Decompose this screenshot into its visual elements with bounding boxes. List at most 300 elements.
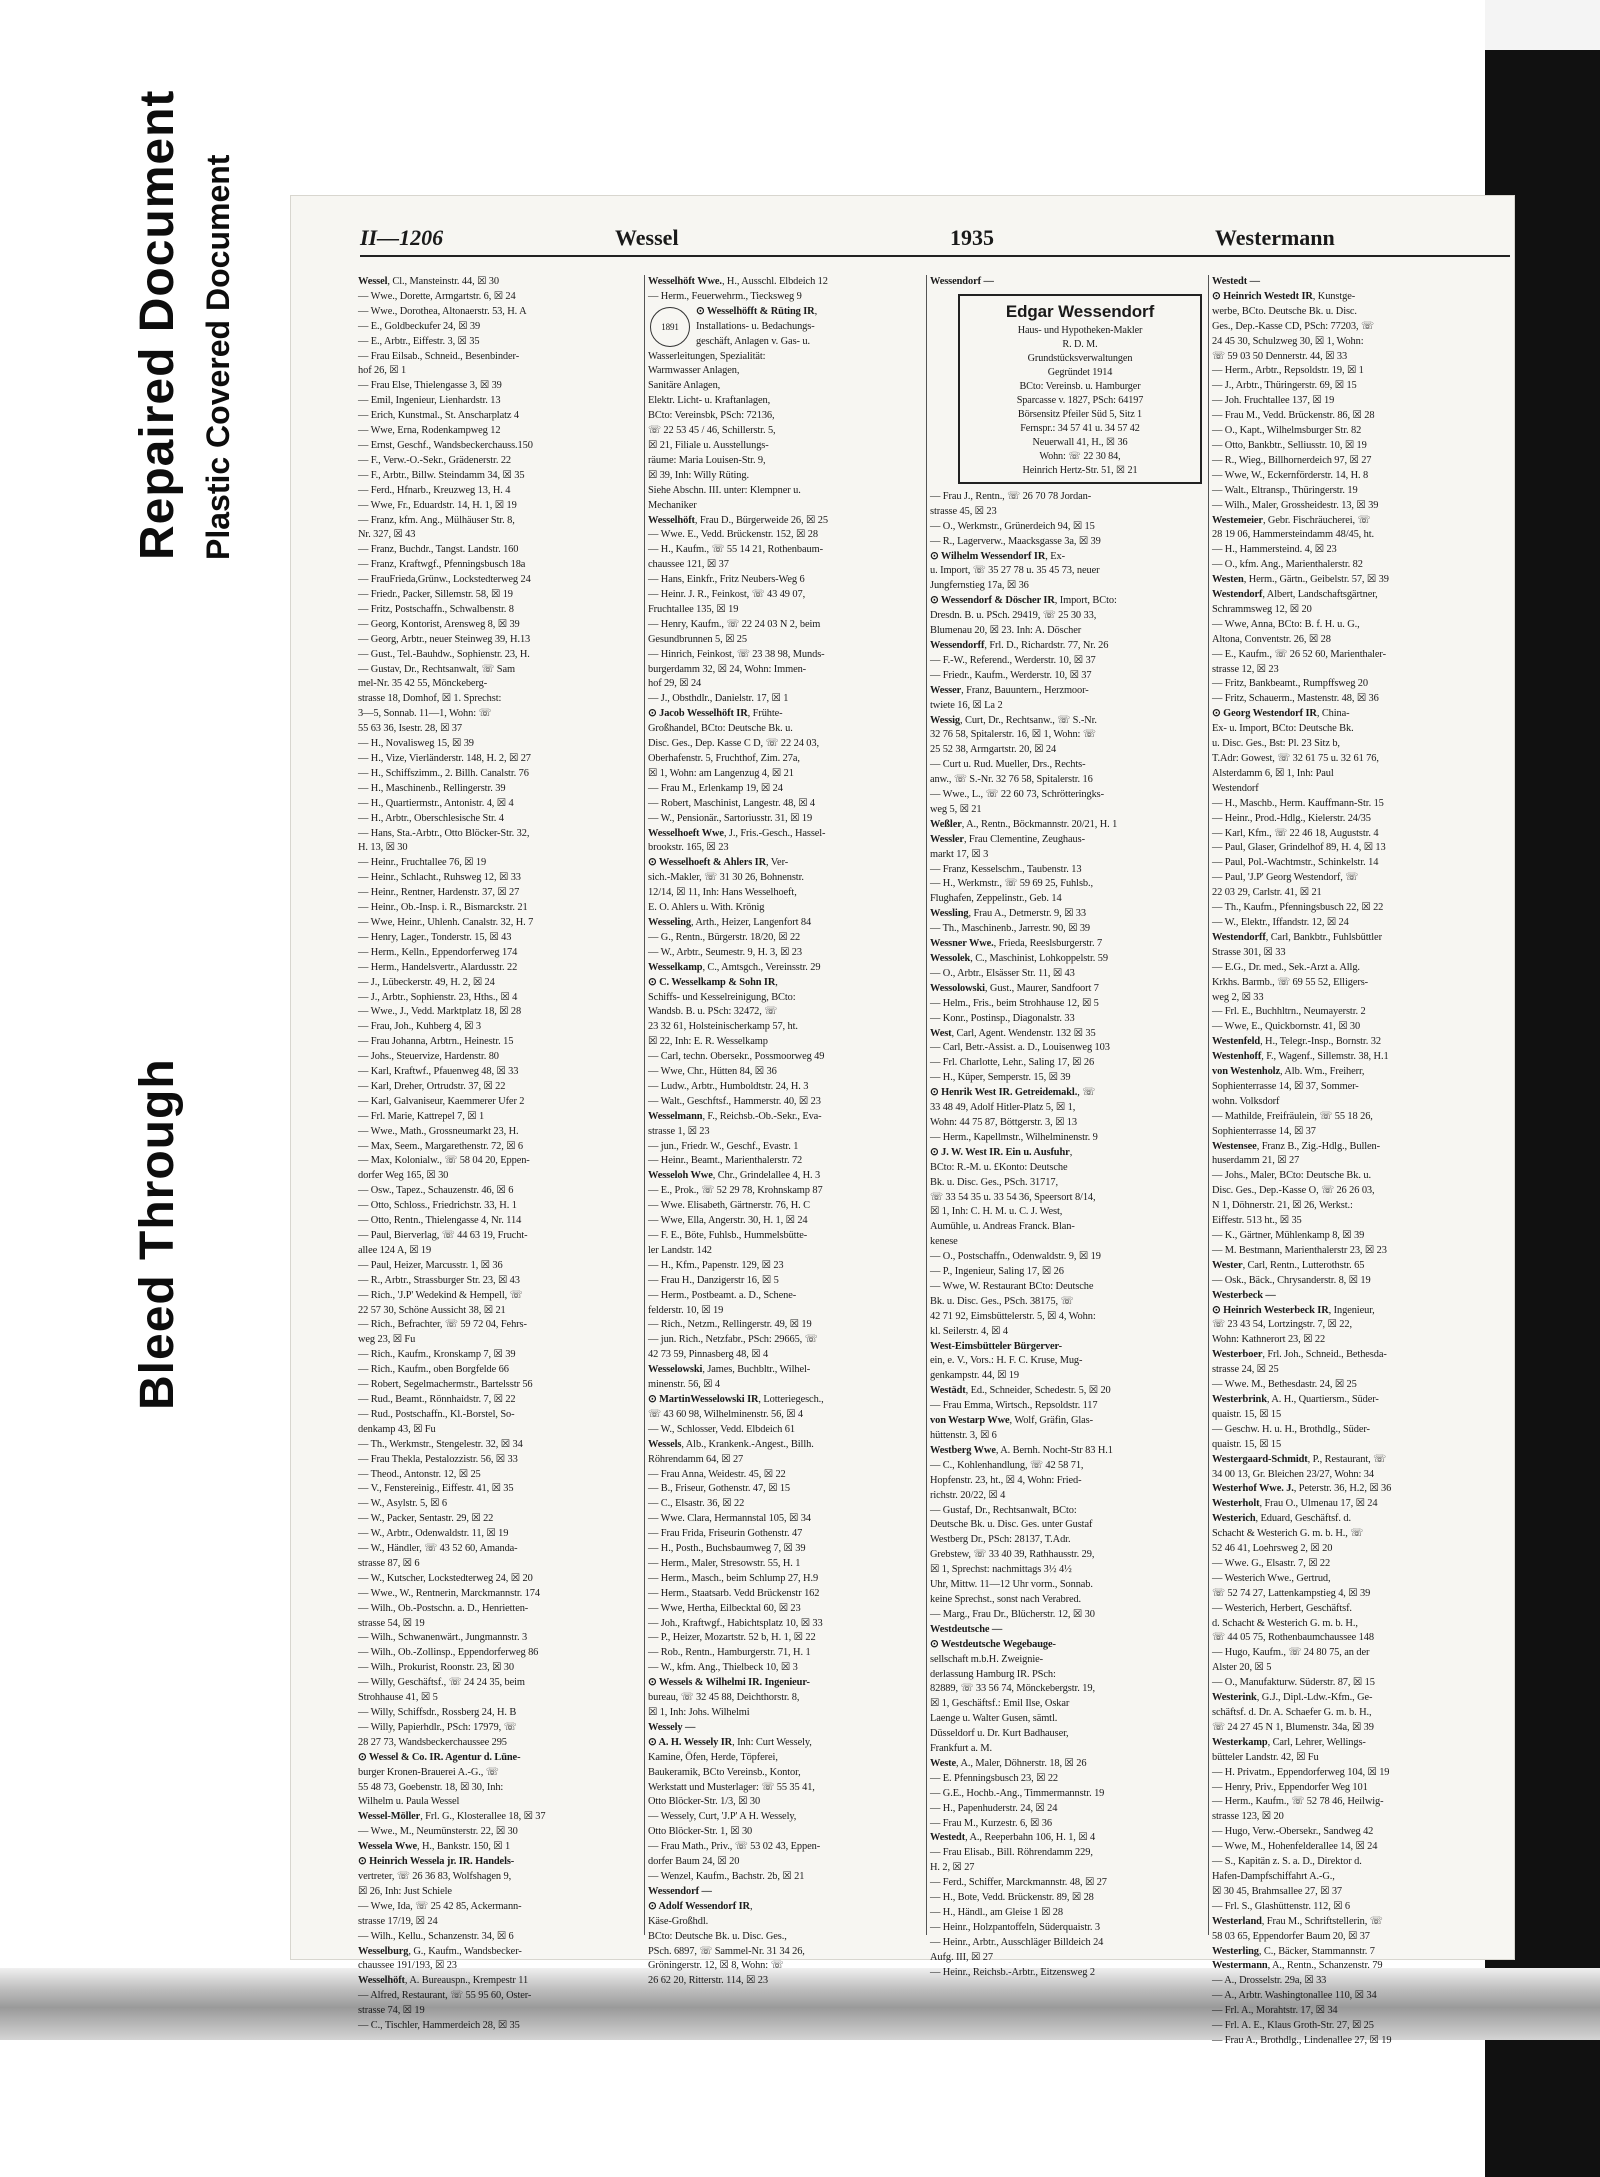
directory-entry: — F., Verw.-O.-Sekr., Grädenerstr. 22: [358, 454, 512, 466]
directory-entry: — Wwe, Fr., Eduardstr. 14, H. 1, ☒ 19: [358, 499, 517, 511]
directory-entry: twiete 16, ☒ La 2: [930, 699, 1003, 711]
directory-entry: ☒ 21, Filiale u. Ausstellungs-: [648, 439, 769, 451]
directory-entry: Flughafen, Zeppelinstr., Geb. 14: [930, 893, 1062, 905]
page-number: II—1206: [360, 225, 444, 250]
directory-entry: Otto Blöcker-Str. 1/3, ☒ 30: [648, 1796, 761, 1808]
directory-entry: — Heinr., Arbtr., Ausschläger Billdeich 24: [930, 1936, 1104, 1948]
directory-entry: — Johs., Steuervize, Hardenstr. 80: [358, 1051, 499, 1063]
directory-entry: Elektr. Licht- u. Kraftanlagen,: [648, 395, 771, 407]
directory-entry: ler Landstr. 142: [648, 1244, 712, 1256]
directory-entry: — Frl. A., Morahtstr. 17, ☒ 34: [1212, 2005, 1338, 2017]
directory-entry: — H., Schiffszimm., 2. Billh. Canalstr. 76: [358, 767, 529, 779]
directory-entry: Dresdn. B. u. PSch. 29419, ☏ 25 30 33,: [930, 610, 1097, 622]
directory-entry: — Frl. Charlotte, Lehr., Saling 17, ☒ 26: [930, 1057, 1095, 1069]
directory-entry: — Frl. E., Buchhltrn., Neumayerstr. 2: [1212, 1006, 1366, 1018]
directory-entry: — H., Maschb., Herm. Kauffmann-Str. 15: [1212, 797, 1384, 809]
directory-entry: — Wilh., Kellu., Schanzenstr. 34, ☒ 6: [358, 1930, 514, 1942]
directory-entry: Westerholt, Frau O., Ulmenau 17, ☒ 24: [1212, 1498, 1378, 1510]
directory-entry: — Wwe, M., Hohenfelderallee 14, ☒ 24: [1212, 1841, 1378, 1853]
directory-entry: — Robert, Maschinist, Langestr. 48, ☒ 4: [648, 797, 816, 809]
directory-entry: — H. Privatm., Eppendorferweg 104, ☒ 19: [1212, 1766, 1390, 1778]
directory-entry: Wesseloh Wwe, Chr., Grindelallee 4, H. 3: [648, 1170, 821, 1182]
directory-entry: Aumühle, u. Andreas Franck. Blan-: [930, 1221, 1075, 1233]
directory-entry: Wesselburg, G., Kaufm., Wandsbecker-: [358, 1945, 522, 1957]
directory-entry: Wandsb. B. u. PSch: 32472, ☏: [648, 1006, 778, 1018]
directory-entry: strasse 1, ☒ 23: [648, 1125, 710, 1137]
directory-entry: — Westerich, Herbert, Geschäftsf.: [1212, 1602, 1352, 1614]
directory-entry: Wessendorf —: [930, 276, 994, 287]
directory-entry: — Gustav, Dr., Rechtsanwalt, ☏ Sam: [358, 663, 515, 675]
directory-entry: strasse 74, ☒ 19: [358, 2005, 425, 2017]
directory-entry: — J., Arbtr., Thüringerstr. 69, ☒ 15: [1212, 380, 1357, 392]
directory-entry: — G., Rentn., Bürgerstr. 18/20, ☒ 22: [648, 931, 801, 943]
directory-entry: hüttenstr. 3, ☒ 6: [930, 1430, 997, 1441]
directory-entry: — Alfred, Restaurant, ☏ 55 95 60, Oster-: [358, 1990, 532, 2002]
directory-entry: Westedt, A., Reeperbahn 106, H. 1, ☒ 4: [930, 1832, 1096, 1844]
directory-entry: — Rich., Kaufm., Kronskamp 7, ☒ 39: [358, 1349, 516, 1361]
directory-entry: West-Eimsbütteler Bürgerver-: [930, 1340, 1062, 1352]
column-3: [930, 275, 1208, 1978]
column-rule: [926, 275, 927, 1935]
directory-entry: — Paul, 'J.P' Georg Westendorf, ☏: [1212, 872, 1359, 884]
directory-entry: ☏ 59 03 50 Dennerstr. 44, ☒ 33: [1212, 350, 1348, 362]
directory-entry: Wesselhöft, A. Bureauspn., Krempestr 11: [358, 1975, 529, 1987]
directory-entry: — Fritz, Bankbeamt., Rumpffsweg 20: [1212, 678, 1369, 690]
directory-entry: Wesselhoeft Wwe, J., Fris.-Gesch., Hassel-: [648, 827, 826, 839]
directory-entry: 23 32 61, Holsteinischerkamp 57, ht.: [648, 1021, 798, 1033]
directory-entry: E. O. Ahlers u. With. Krönig: [648, 902, 765, 914]
directory-entry: Wesselowski, James, Buchbltr., Wilhel-: [648, 1364, 811, 1376]
directory-entry: — O., Werkmstr., Grünerdeich 94, ☒ 15: [930, 520, 1095, 532]
directory-entry: — W., Asylstr. 5, ☒ 6: [358, 1498, 447, 1510]
directory-entry: — F. E., Böte, Fuhlsb., Hummelsbütte-: [648, 1230, 808, 1241]
ad-line: Börsensitz Pfeiler Süd 5, Sitz 1: [1017, 408, 1143, 420]
directory-entry: Westedt —: [1212, 276, 1260, 287]
directory-entry: Krkhs. Barmb., ☏ 69 55 52, Elligers-: [1212, 976, 1368, 988]
directory-entry: — Wwe., W., Rentnerin, Marckmannstr. 174: [358, 1587, 540, 1599]
directory-entry: BCto: Deutsche Bk. u. Disc. Ges.,: [648, 1930, 787, 1942]
directory-entry: ⊙ Wesselhoeft & Ahlers IR, Ver-: [648, 857, 789, 869]
directory-entry: — Franz, Kesselschm., Taubenstr. 13: [930, 863, 1082, 875]
advertisement-box: [958, 294, 1202, 484]
directory-entry: — H., Werkmstr., ☏ 59 69 25, Fuhlsb.,: [930, 878, 1093, 890]
directory-entry: PSch. 6897, ☏ Sammel-Nr. 31 34 26,: [648, 1945, 805, 1957]
directory-entry: — Ludw., Arbtr., Humboldtstr. 24, H. 3: [648, 1080, 809, 1092]
directory-entry: Frankfurt a. M.: [930, 1743, 992, 1755]
directory-entry: — Rich., 'J.P' Wedekind & Hempell, ☏: [358, 1289, 523, 1301]
directory-entry: d. Schacht & Westerich G. m. b. H.,: [1212, 1617, 1358, 1629]
column-2: [648, 275, 926, 1987]
directory-entry: — Friedr., Kaufm., Werderstr. 10, ☒ 37: [930, 669, 1092, 681]
directory-entry: ⊙ Jacob Wesselhöft IR, Frühte-: [648, 708, 783, 720]
directory-entry: — M. Bestmann, Marienthalerstr 23, ☒ 23: [1212, 1244, 1387, 1256]
directory-entry: — H., Kfm., Papenstr. 129, ☒ 23: [648, 1259, 784, 1271]
directory-entry: — H., Kaufm., ☏ 55 14 21, Rothenbaum-: [648, 544, 823, 556]
directory-entry: — Th., Werkmstr., Stengelestr. 32, ☒ 34: [358, 1438, 523, 1450]
directory-entry: — E.G., Dr. med., Sek.-Arzt a. Allg.: [1212, 961, 1360, 973]
directory-entry: — J., Lübeckerstr. 49, H. 2, ☒ 24: [358, 976, 495, 988]
directory-entry: — H., Arbtr., Oberschlesische Str. 4: [358, 812, 504, 824]
directory-entry: u. Disc. Ges., Bst: Pl. 23 Sitz b,: [1212, 738, 1340, 750]
directory-entry: Röhrendamm 64, ☒ 27: [648, 1453, 744, 1465]
directory-entry: — W., Kutscher, Lockstedterweg 24, ☒ 20: [358, 1572, 533, 1584]
directory-entry: — Heinr., Prod.-Hdlg., Kielerstr. 24/35: [1212, 812, 1371, 824]
directory-entry: — E., Prok., ☏ 52 29 78, Krohnskamp 87: [648, 1185, 823, 1197]
directory-entry: — W., Schlosser, Vedd. Elbdeich 61: [648, 1423, 795, 1435]
directory-entry: Westerboer, Frl. Joh., Schneid., Bethesda-: [1212, 1349, 1387, 1361]
directory-entry: — E. Pfenningsbusch 23, ☒ 22: [930, 1772, 1059, 1784]
directory-entry: — Hugo, Verw.-Obersekr., Sandweg 42: [1212, 1826, 1374, 1838]
directory-entry: — Walt., Eltransp., Thüringerstr. 19: [1212, 484, 1358, 496]
directory-entry: — Wilh., Prokurist, Roonstr. 23, ☒ 30: [358, 1662, 514, 1674]
directory-entry: weg 2, ☒ 33: [1212, 991, 1264, 1003]
directory-entry: — H., Bote, Vedd. Brückenstr. 89, ☒ 28: [930, 1892, 1094, 1904]
directory-entry: Wessela Wwe, H., Bankstr. 150, ☒ 1: [358, 1841, 511, 1853]
directory-entry: Westädt, Ed., Schneider, Schedestr. 5, ☒ 20: [930, 1385, 1111, 1397]
directory-entry: — Hinrich, Feinkost, ☏ 23 38 98, Munds-: [648, 648, 825, 660]
directory-entry: Westemeier, Gebr. Fischräucherei, ☏: [1212, 514, 1371, 526]
directory-entry: — Herm., Kaufm., ☏ 52 78 46, Heilwig-: [1212, 1796, 1384, 1808]
directory-entry: — Heinr., Rentner, Hardenstr. 37, ☒ 27: [358, 887, 520, 899]
directory-entry: ☒ 22, Inh: E. R. Wesselkamp: [648, 1036, 768, 1048]
directory-entry: BCto: R.-M. u. £Konto: Deutsche: [930, 1161, 1068, 1173]
directory-entry: ⊙ A. H. Wessely IR, Inh: Curt Wessely,: [648, 1736, 812, 1748]
directory-entry: — Herm., Arbtr., Repsoldstr. 19, ☒ 1: [1212, 365, 1364, 377]
directory-entry: hof 29, ☒ 24: [648, 678, 702, 690]
directory-entry: — Frau Emma, Wirtsch., Repsoldstr. 117: [930, 1400, 1098, 1412]
directory-entry: burgerdamm 32, ☒ 24, Wohn: Immen-: [648, 663, 807, 675]
directory-entry: Warmwasser Anlagen,: [648, 365, 740, 377]
directory-entry: ⊙ MartinWesselowski IR, Lotteriegesch.,: [648, 1393, 824, 1405]
directory-entry: Westberg Dr., PSch: 28137, T.Adr.: [930, 1534, 1071, 1546]
directory-entry: Düsseldorf u. Dr. Kurt Badhauser,: [930, 1728, 1069, 1740]
directory-entry: 32 76 58, Spitalerstr. 16, ☒ 1, Wohn: ☏: [930, 729, 1096, 741]
ad-line: Wohn: ☏ 22 30 84,: [1039, 450, 1121, 462]
directory-entry: weg 5, ☒ 21: [930, 803, 982, 815]
directory-entry: — R., Lagerverw., Maacksgasse 3a, ☒ 39: [930, 535, 1101, 547]
directory-entry: — Rich., Befrachter, ☏ 59 72 04, Fehrs-: [358, 1319, 527, 1331]
directory-entry: — Heinr., Ob.-Insp. i. R., Bismarckstr. 21: [358, 902, 528, 914]
directory-entry: ⊙ Wessels & Wilhelmi IR. Ingenieur-: [648, 1677, 810, 1689]
directory-entry: — W., Packer, Sentastr. 29, ☒ 22: [358, 1513, 494, 1525]
directory-entry: Alsterdamm 6, ☒ 1, Inh: Paul: [1212, 767, 1334, 779]
directory-entry: — Wwe, Chr., Hütten 84, ☒ 36: [648, 1066, 777, 1078]
directory-entry: Schacht & Westerich G. m. b. H., ☏: [1212, 1528, 1364, 1540]
directory-entry: Wesselkamp, C., Amtsgch., Vereinsstr. 29: [648, 961, 821, 973]
directory-entry: — Henry, Priv., Eppendorfer Weg 101: [1212, 1781, 1368, 1793]
directory-entry: — O., Manufakturw. Süderstr. 87, ☒ 15: [1212, 1677, 1375, 1689]
directory-entry: — E., Kaufm., ☏ 26 52 60, Marienthaler-: [1212, 648, 1386, 660]
directory-entry: Wasserleitungen, Spezialität:: [648, 350, 766, 362]
directory-entry: Nr. 327, ☒ 43: [358, 529, 416, 541]
directory-entry: — P., Heizer, Mozartstr. 52 b, H. 1, ☒ 22: [648, 1632, 816, 1644]
header-last-word: Westermann: [1215, 225, 1335, 250]
directory-entry: — Wwe, Ida, ☏ 25 42 85, Ackermann-: [358, 1900, 522, 1912]
directory-entry: Westerland, Frau M., Schriftstellerin, ☏: [1212, 1915, 1383, 1927]
directory-entry: — Wwe., Dorothea, Altonaerstr. 53, H. A: [358, 305, 527, 317]
ad-line: Haus- und Hypotheken-Makler: [1017, 324, 1143, 336]
directory-entry: Gesundbrunnen 5, ☒ 25: [648, 633, 747, 645]
directory-entry: — Otto, Bankbtr., Selliusstr. 10, ☒ 19: [1212, 439, 1367, 451]
header-year: 1935: [950, 225, 994, 250]
directory-entry: geschäft, Anlagen v. Gas- u.: [696, 335, 810, 347]
directory-entry: ☏ 24 27 45 N 1, Blumenstr. 34a, ☒ 39: [1212, 1721, 1374, 1733]
directory-entry: — H., Vize, Vierländerstr. 148, H. 2, ☒ 27: [358, 753, 531, 764]
directory-entry: Wesser, Franz, Bauuntern., Herzmoor-: [930, 684, 1089, 696]
directory-entry: — Herm., Handelsvertr., Alardusstr. 22: [358, 961, 518, 973]
ad-line: Sparcasse v. 1827, PSch: 64197: [1016, 394, 1144, 406]
directory-entry: — Max, Kolonialw., ☏ 58 04 20, Eppen-: [358, 1155, 530, 1167]
directory-entry: — Frau Else, Thielengasse 3, ☒ 39: [358, 380, 502, 392]
directory-entry: Westendorf, Albert, Landschaftsgärtner,: [1212, 589, 1378, 601]
directory-entry: Wessolek, C., Maschinist, Lohkoppelstr. 59: [930, 953, 1108, 964]
directory-entry: ⊙ Wilhelm Wessendorf IR, Ex-: [930, 550, 1065, 562]
directory-entry: 58 03 65, Eppendorfer Baum 20, ☒ 37: [1212, 1930, 1370, 1942]
directory-entry: ☏ 22 53 45 / 46, Schillerstr. 5,: [648, 425, 776, 437]
directory-entry: quaistr. 15, ☒ 15: [1212, 1438, 1282, 1450]
directory-entry: Hopfenstr. 23, ht., ☒ 4, Wohn: Fried-: [930, 1474, 1082, 1486]
directory-entry: — E., Goldbeckufer 24, ☒ 39: [358, 320, 481, 332]
directory-entry: vertreter, ☏ 26 36 83, Wolfshagen 9,: [358, 1870, 512, 1882]
directory-entry: — Frau Eilsab., Schneid., Besenbinder-: [358, 350, 520, 362]
directory-entry: u. Import, ☏ 35 27 78 u. 35 45 73, neuer: [930, 565, 1100, 577]
directory-entry: ☒ 1, Wohn: am Langenzug 4, ☒ 21: [648, 767, 794, 779]
directory-entry: Westdeutsche —: [930, 1623, 1003, 1635]
column-4: [1212, 275, 1490, 2046]
directory-entry: hof 26, ☒ 1: [358, 365, 407, 377]
directory-entry: ☏ 23 43 54, Lortzingstr. 7, ☒ 22,: [1212, 1319, 1352, 1331]
directory-entry: Westerich, Eduard, Geschäftsf. d.: [1212, 1513, 1351, 1525]
directory-entry: — Frl. A. E., Klaus Groth-Str. 27, ☒ 25: [1212, 2020, 1374, 2032]
directory-entry: — Rich., Netzm., Rellingerstr. 49, ☒ 19: [648, 1319, 812, 1331]
directory-entry: — W., Händler, ☏ 43 52 60, Amanda-: [358, 1543, 518, 1555]
directory-entry: — Karl, Kraftwf., Pfauenweg 48, ☒ 33: [358, 1066, 519, 1078]
directory-entry: Hafen-Dampfschiffahrt A.-G.,: [1212, 1870, 1335, 1882]
directory-entry: Wesselmann, F., Reichsb.-Ob.-Sekr., Eva-: [648, 1110, 822, 1122]
directory-entry: ⊙ Wessendorf & Döscher IR, Import, BCto:: [930, 595, 1117, 607]
directory-entry: brookstr. 165, ☒ 23: [648, 842, 729, 854]
directory-entry: Disc. Ges., Dep. Kasse C D, ☏ 22 24 03,: [648, 738, 819, 750]
ad-line: R. D. M.: [1062, 338, 1098, 350]
directory-entry: — Hans, Sta.-Arbtr., Otto Blöcker-Str. 32,: [358, 827, 530, 839]
directory-entry: — F., Arbtr., Billw. Steindamm 34, ☒ 35: [358, 469, 525, 481]
directory-entry: strasse 12, ☒ 23: [1212, 663, 1279, 675]
directory-entry: Sophienterrasse 14, ☒ 37: [1212, 1125, 1316, 1137]
directory-entry: — Frau A., Brothdlg., Lindenallee 27, ☒ 19: [1212, 2034, 1392, 2046]
directory-entry: — Karl, Galvaniseur, Kaemmerer Ufer 2: [358, 1095, 525, 1107]
directory-entry: Jungfernstieg 17a, ☒ 36: [930, 580, 1029, 592]
directory-entry: — Ernst, Geschf., Wandsbeckerchauss.150: [358, 439, 533, 451]
directory-entry: Westermann, A., Rentn., Schanzenstr. 79: [1212, 1960, 1383, 1972]
directory-entry: — Carl, Betr.-Assist. a. D., Louisenweg 103: [930, 1042, 1110, 1054]
directory-entry: — Frau J., Rentn., ☏ 26 70 78 Jordan-: [930, 490, 1092, 502]
directory-entry: ☒ 1, Inh: Johs. Wilhelmi: [648, 1707, 750, 1718]
directory-entry: BCto: Vereinsbk, PSch: 72136,: [648, 410, 775, 422]
directory-entry: Wilhelm u. Paula Wessel: [358, 1796, 460, 1808]
directory-entry: kl. Seilerstr. 4, ☒ 4: [930, 1325, 1008, 1337]
directory-entry: — Heinr. J. R., Feinkost, ☏ 43 49 07,: [648, 589, 806, 601]
directory-entry: Westen, Herm., Gärtn., Geibelstr. 57, ☒ 39: [1212, 574, 1389, 586]
directory-entry: Wesselhöft, Frau D., Bürgerweide 26, ☒ 25: [648, 514, 828, 526]
page-header: [360, 225, 1510, 257]
directory-entry: Wessig, Curt, Dr., Rechtsanw., ☏ S.-Nr.: [930, 714, 1097, 726]
label-plastic-covered: Plastic Covered Document: [200, 154, 236, 560]
directory-entry: — Herm., Kelln., Eppendorferweg 174: [358, 946, 518, 958]
directory-entry: ☏ 33 54 35 u. 33 54 36, Speersort 8/14,: [930, 1191, 1096, 1203]
directory-entry: — Wwe. Elisabeth, Gärtnerstr. 76, H. C: [648, 1200, 810, 1212]
directory-entry: — Wwe, W. Restaurant BCto: Deutsche: [930, 1280, 1094, 1292]
directory-entry: Westenfeld, H., Telegr.-Insp., Bornstr. 32: [1212, 1036, 1381, 1048]
directory-entry: ⊙ Westdeutsche Wegebauge-: [930, 1638, 1056, 1650]
directory-entry: T.Adr: Gowest, ☏ 32 61 75 u. 32 61 76,: [1212, 753, 1379, 764]
directory-entry: — H., Papenhuderstr. 24, ☒ 24: [930, 1802, 1058, 1814]
directory-entry: Wohn: Kathnerort 23, ☒ 22: [1212, 1334, 1326, 1346]
directory-entry: — H., Quartiermstr., Antonistr. 4, ☒ 4: [358, 797, 514, 809]
directory-entry: Werkstatt und Musterlager: ☏ 55 35 41,: [648, 1781, 815, 1793]
directory-entry: strasse 17/19, ☒ 24: [358, 1915, 438, 1927]
directory-entry: — Robert, Segelmachermstr., Bartelsstr 56: [358, 1379, 533, 1391]
directory-entry: — Wwe. Clara, Hermannstal 105, ☒ 34: [648, 1513, 811, 1525]
directory-entry: — Geschw. H. u. H., Brothdlg., Süder-: [1212, 1423, 1370, 1435]
directory-entry: — G.E., Hochb.-Ang., Timmermannstr. 19: [930, 1787, 1105, 1799]
directory-entry: — Fritz, Postschaffn., Schwalbenstr. 8: [358, 603, 514, 615]
directory-entry: — W., kfm. Ang., Thielbeck 10, ☒ 3: [648, 1662, 798, 1674]
directory-entry: Sophienterrasse 14, ☒ 37, Sommer-: [1212, 1080, 1359, 1092]
directory-entry: felderstr. 10, ☒ 19: [648, 1304, 724, 1316]
directory-entry: strasse 18, Domhof, ☒ 1. Sprechst:: [358, 693, 502, 705]
directory-entry: ⊙ Heinrich Wessela jr. IR. Handels-: [358, 1856, 515, 1868]
directory-entry: — Paul, Bierverlag, ☏ 44 63 19, Frucht-: [358, 1230, 528, 1241]
directory-entry: — Wwe., Dorette, Armgartstr. 6, ☒ 24: [358, 290, 516, 302]
directory-entry: — A., Arbtr. Washingtonallee 110, ☒ 34: [1212, 1990, 1377, 2002]
directory-entry: — H., Hammersteind. 4, ☒ 23: [1212, 544, 1337, 556]
directory-entry: — O., Arbtr., Elsässer Str. 11, ☒ 43: [930, 967, 1075, 979]
directory-entry: — jun. Rich., Netzfabr., PSch: 29665, ☏: [648, 1334, 818, 1346]
directory-entry: räume: Maria Louisen-Str. 9,: [648, 454, 766, 466]
directory-entry: Schiffs- und Kesselreinigung, BCto:: [648, 991, 796, 1003]
directory-entry: — Frau Math., Priv., ☏ 53 02 43, Eppen-: [648, 1841, 821, 1853]
directory-entry: — Wwe, W., Eckernförderstr. 14, H. 8: [1212, 469, 1369, 481]
directory-entry: — Paul, Pol.-Wachtmstr., Schinkelstr. 14: [1212, 857, 1379, 869]
directory-entry: weg 23, ☒ Fu: [358, 1334, 416, 1346]
directory-entry: — Heinr., Schlacht., Ruhsweg 12, ☒ 33: [358, 872, 521, 884]
directory-entry: denkamp 43, ☒ Fu: [358, 1423, 436, 1435]
directory-entry: chaussee 191/193, ☒ 23: [358, 1960, 457, 1972]
directory-entry: — Friedr., Packer, Sillemstr. 58, ☒ 19: [358, 589, 513, 601]
directory-entry: — V., Fenstereinig., Eiffestr. 41, ☒ 35: [358, 1483, 514, 1495]
directory-entry: 24 45 30, Schulzweg 30, ☒ 1, Wohn:: [1212, 335, 1364, 347]
label-repaired-document: Repaired Document: [131, 89, 184, 560]
directory-entry: West, Carl, Agent. Wendenstr. 132 ☒ 35: [930, 1027, 1096, 1039]
directory-entry: — Theod., Antonstr. 12, ☒ 25: [358, 1468, 481, 1480]
directory-entry: ☏ 52 74 27, Lattenkampstieg 4, ☒ 39: [1212, 1587, 1371, 1599]
directory-entry: — Carl, techn. Obersekr., Possmoorweg 49: [648, 1051, 825, 1063]
directory-entry: — Herm., Masch., beim Schlump 27, H.9: [648, 1572, 819, 1584]
directory-entry: — Karl, Kfm., ☏ 22 46 18, Auguststr. 4: [1212, 827, 1379, 839]
ad-line: Gegründet 1914: [1047, 366, 1113, 378]
label-bleed-through: Bleed Through: [131, 1058, 184, 1410]
directory-entry: ⊙ C. Wesselkamp & Sohn IR,: [648, 976, 778, 988]
directory-entry: — Walt., Geschftsf., Hammerstr. 40, ☒ 23: [648, 1095, 821, 1107]
directory-entry: Westerbeck —: [1212, 1289, 1276, 1301]
ad-line: BCto: Vereinsb. u. Hamburger: [1019, 380, 1141, 392]
directory-entry: — Max, Seem., Margarethenstr. 72, ☒ 6: [358, 1140, 524, 1152]
directory-entry: — S., Kapitän z. S. a. D., Direktor d.: [1212, 1856, 1362, 1868]
directory-entry: Westerkamp, Carl, Lehrer, Wellings-: [1212, 1736, 1366, 1748]
directory-entry: — Wwe., L., ☏ 22 60 73, Schrötteringks-: [930, 789, 1104, 801]
scan-edge-top: [1485, 0, 1600, 50]
directory-entry: — Konr., Postinsp., Diagonalstr. 33: [930, 1012, 1075, 1024]
directory-entry: strasse 54, ☒ 19: [358, 1617, 425, 1629]
directory-entry: Wessolowski, Gust., Maurer, Sandfoort 7: [930, 982, 1099, 994]
directory-entry: — Heinr., Holzpantoffeln, Süderquaistr. 3: [930, 1921, 1101, 1933]
directory-entry: — J., Obsthdlr., Danielstr. 17, ☒ 1: [648, 693, 789, 705]
directory-entry: — H., Posth., Buchsbaumweg 7, ☒ 39: [648, 1543, 806, 1555]
directory-entry: — Karl, Dreher, Ortrudstr. 37, ☒ 22: [358, 1080, 506, 1092]
directory-entry: keine Sprechst., sonst nach Verabred.: [930, 1593, 1082, 1605]
directory-entry: anw., ☏ S.-Nr. 32 76 58, Spitalerstr. 16: [930, 774, 1093, 786]
directory-entry: ☒ 26, Inh: Just Schiele: [358, 1885, 452, 1897]
ad-line: Fernspr.: 34 57 41 u. 34 57 42: [1020, 422, 1140, 434]
directory-entry: Wohn: 44 75 87, Böttgerstr. 3, ☒ 13: [930, 1116, 1077, 1128]
directory-entry: Schrammsweg 12, ☒ 20: [1212, 603, 1312, 615]
directory-entry: — Hugo, Kaufm., ☏ 24 80 75, an der: [1212, 1647, 1370, 1659]
directory-entry: — Willy, Geschäftsf., ☏ 24 24 35, beim: [358, 1677, 525, 1689]
directory-entry: — Heinr., Fruchtallee 76, ☒ 19: [358, 857, 487, 869]
directory-entry: ☏ 44 05 75, Rothenbaumchaussee 148: [1212, 1632, 1374, 1644]
directory-entry: — Gust., Tel.-Bauhdw., Sophienstr. 23, H.: [358, 648, 530, 660]
directory-entry: — Wwe., M., Neumünsterstr. 22, ☒ 30: [358, 1826, 518, 1838]
directory-entry: Westendorff, Carl, Bankbtr., Fuhlsbüttler: [1212, 931, 1382, 943]
directory-entry: 42 71 92, Eimsbüttelerstr. 5, ☒ 4, Wohn:: [930, 1310, 1096, 1322]
directory-entry: Großhandel, BCto: Deutsche Bk. u.: [648, 723, 793, 735]
company-seal-icon: 1891: [650, 307, 690, 347]
directory-entry: — Ferd., Hfnarb., Kreuzweg 13, H. 4: [358, 484, 511, 496]
directory-entry: — Wwe, Heinr., Uhlenh. Canalstr. 32, H. 7: [358, 916, 534, 928]
directory-entry: — O., Postschaffn., Odenwaldstr. 9, ☒ 19: [930, 1251, 1101, 1263]
directory-entry: strasse 24, ☒ 25: [1212, 1364, 1279, 1376]
directory-entry: Westerink, G.J., Dipl.-Ldw.-Kfm., Ge-: [1212, 1692, 1373, 1704]
directory-entry: Siehe Abschn. III. unter: Klempner u.: [648, 484, 801, 496]
directory-entry: 22 03 29, Carlstr. 41, ☒ 21: [1212, 887, 1322, 899]
directory-entry: Sanitäre Anlagen,: [648, 380, 721, 392]
directory-entry: — C., Tischler, Hammerdeich 28, ☒ 35: [358, 2020, 520, 2032]
directory-entry: — Gustaf, Dr., Rechtsanwalt, BCto:: [930, 1504, 1077, 1516]
column-rule: [644, 275, 645, 1935]
directory-entry: — Frau Johanna, Arbtrn., Heinestr. 15: [358, 1036, 514, 1048]
ad-name: Edgar Wessendorf: [1005, 301, 1155, 321]
directory-entry: — Frl. Marie, Kattrepel 7, ☒ 1: [358, 1110, 485, 1122]
directory-entry: — C., Kohlenhandlung, ☏ 42 58 71,: [930, 1459, 1084, 1471]
directory-entry: — Osw., Tapez., Schauzenstr. 46, ☒ 6: [358, 1185, 514, 1197]
directory-entry: Kamine, Öfen, Herde, Töpferei,: [648, 1751, 778, 1763]
directory-entry: — Frau Anna, Weidestr. 45, ☒ 22: [648, 1468, 786, 1480]
directory-entry: — P., Ingenieur, Saling 17, ☒ 26: [930, 1266, 1064, 1278]
directory-entry: Fruchtallee 135, ☒ 19: [648, 603, 739, 615]
directory-entry: — Willy, Papierhdlr., PSch: 17979, ☏: [358, 1721, 517, 1733]
directory-entry: — Emil, Ingenieur, Lienhardstr. 13: [358, 395, 501, 407]
directory-entry: strasse 87, ☒ 6: [358, 1557, 420, 1569]
directory-entry: — Rob., Rentn., Hamburgerstr. 71, H. 1: [648, 1647, 811, 1659]
directory-entry: — Herm., Kapellmstr., Wilhelminenstr. 9: [930, 1131, 1098, 1143]
directory-entry: — Herm., Postbeamt. a. D., Schene-: [648, 1289, 797, 1301]
directory-entry: — Wilh., Ob.-Postschn. a. D., Henrietten-: [358, 1602, 529, 1614]
directory-entry: ⊙ Wesselhöfft & Rüting IR,: [696, 305, 818, 317]
directory-entry: — Helm., Fris., beim Strohhause 12, ☒ 5: [930, 997, 1099, 1009]
ad-line: Neuerwall 41, H., ☒ 36: [1032, 436, 1128, 448]
directory-entry: 28 27 73, Wandsbeckerchaussee 295: [358, 1736, 507, 1748]
directory-entry: — Wwe., J., Vedd. Marktplatz 18, ☒ 28: [358, 1006, 522, 1018]
